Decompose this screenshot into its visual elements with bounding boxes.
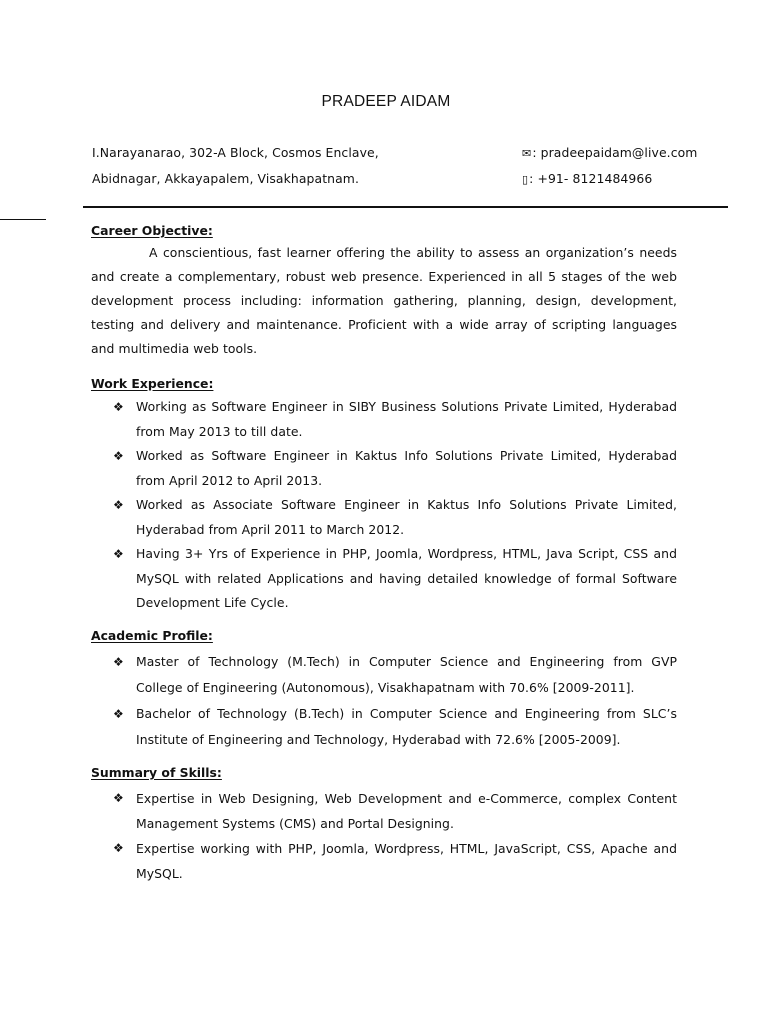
bullet-icon: ❖ [113, 547, 124, 561]
academic-profile-list [91, 649, 677, 753]
email-text: : pradeepaidam@live.com [532, 145, 698, 160]
list-item: ❖ Worked as Associate Software Engineer in Kaktus Info Solutions Private Limited, Hyderabad from April 2011 to March 2012. [91, 493, 677, 542]
last-name: AIDAM [396, 93, 451, 110]
work-experience-list [91, 395, 677, 616]
email-contact [522, 145, 697, 160]
address-line-1: I.Narayanarao, 302-A Block, Cosmos Enclave, [92, 145, 379, 160]
career-objective-text: A conscientious, fast learner offering the ability to assess an organization’s needs and create a complementary, robust web presence. Experienced in all 5 stages of the web development process including: information gathering, planning, design, development, testing and delivery and maintenance. Proficient with a wide array of scripting languages and multimedia web tools. [91, 245, 677, 356]
bullet-icon: ❖ [113, 449, 124, 463]
work-experience-heading: Work Experience: [91, 376, 214, 391]
bullet-icon: ❖ [113, 841, 124, 855]
envelope-icon: ✉ [522, 147, 532, 160]
list-item: ❖ Master of Technology (M.Tech) in Computer Science and Engineering from GVP College of Engineering (Autonomous), Visakhapatnam with 70.6% [2009-2011]. [91, 649, 677, 701]
bullet-icon: ❖ [113, 707, 124, 721]
phone-contact [522, 171, 652, 186]
skills-heading: Summary of Skills: [91, 765, 222, 780]
list-item: ❖ Bachelor of Technology (B.Tech) in Computer Science and Engineering from SLC’s Institute of Engineering and Technology, Hyderabad with 72.6% [2005-2009]. [91, 701, 677, 753]
academic-profile-heading: Academic Profile: [91, 628, 213, 643]
address-line-2: Abidnagar, Akkayapalem, Visakhapatnam. [92, 171, 360, 186]
career-objective-heading: Career Objective: [91, 223, 213, 238]
skills-list [91, 786, 677, 886]
bullet-icon: ❖ [113, 791, 124, 805]
bullet-icon: ❖ [113, 400, 124, 414]
list-item: ❖ Having 3+ Yrs of Experience in PHP, Joomla, Wordpress, HTML, Java Script, CSS and MySQL with related Applications and having detailed knowledge of formal Software Development Life Cycle. [91, 542, 677, 616]
candidate-name [0, 93, 768, 111]
list-item: ❖ Working as Software Engineer in SIBY Business Solutions Private Limited, Hyderabad from May 2013 to till date. [91, 395, 677, 444]
bullet-icon: ❖ [113, 655, 124, 669]
first-name: PRADEEP [321, 93, 397, 110]
list-item: ❖ Worked as Software Engineer in Kaktus Info Solutions Private Limited, Hyderabad from April 2012 to April 2013. [91, 444, 677, 493]
bullet-icon: ❖ [113, 498, 124, 512]
left-margin-rule [0, 219, 46, 220]
header-divider [83, 206, 728, 208]
list-item: ❖ Expertise in Web Designing, Web Development and e-Commerce, complex Content Management Systems (CMS) and Portal Designing. [91, 786, 677, 836]
phone-icon: ▯ [522, 173, 529, 186]
list-item: ❖ Expertise working with PHP, Joomla, Wordpress, HTML, JavaScript, CSS, Apache and MySQL. [91, 836, 677, 886]
phone-text: : +91- 8121484966 [529, 171, 653, 186]
